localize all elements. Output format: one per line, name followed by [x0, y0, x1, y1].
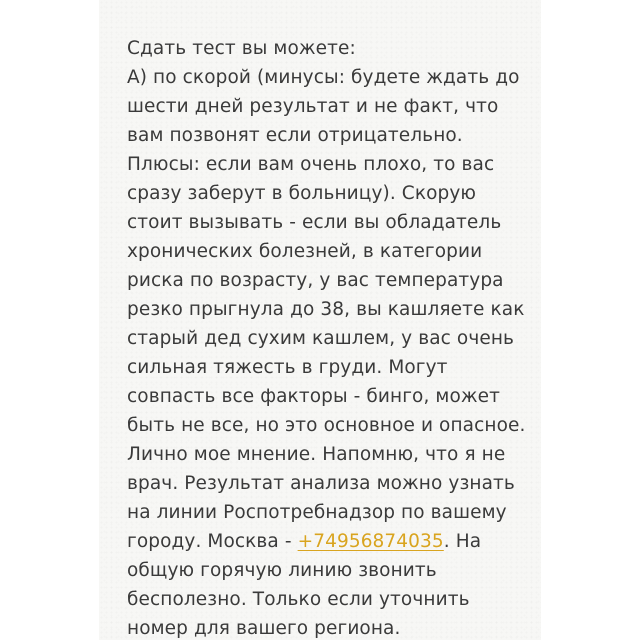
note-line: старый дед сухим кашлем, у вас очень	[127, 328, 515, 349]
note-body	[127, 34, 527, 640]
note-sheet	[99, 0, 541, 640]
note-line-with-phone	[127, 527, 527, 556]
note-line: сильная тяжесть в груди. Могут	[127, 357, 448, 378]
phone-link[interactable]: +74956874035	[297, 531, 444, 552]
note-line: общую горячую линию звонить	[127, 560, 437, 581]
note-line: сразу заберут в больницу). Скорую	[127, 183, 477, 204]
note-line: риска по возрасту, у вас температура	[127, 270, 504, 291]
note-line: хронических болезней, в категории	[127, 241, 483, 262]
note-line: совпасть все факторы - бинго, может	[127, 386, 501, 407]
note-line: на линии Роспотребнадзор по вашему	[127, 502, 507, 523]
note-line: Лично мое мнение. Напомню, что я не	[127, 444, 506, 465]
phone-line-suffix: . На	[443, 531, 482, 552]
note-line: номер для вашего региона.	[127, 618, 401, 639]
note-line: быть не все, но это основное и опасное.	[127, 415, 526, 436]
note-line: Сдать тест вы можете:	[127, 38, 356, 59]
note-line: бесполезно. Только если уточнить	[127, 589, 470, 610]
note-line: шести дней результат и не факт, что	[127, 96, 499, 117]
note-line: врач. Результат анализа можно узнать	[127, 473, 515, 494]
phone-line-prefix: городу. Москва -	[127, 531, 298, 552]
note-line: А) по скорой (минусы: будете ждать до	[127, 67, 520, 88]
note-line: стоит вызывать - если вы обладатель	[127, 212, 502, 233]
note-line: Плюсы: если вам очень плохо, то вас	[127, 154, 495, 175]
note-line: резко прыгнула до 38, вы кашляете как	[127, 299, 525, 320]
note-line: вам позвонят если отрицательно.	[127, 125, 463, 146]
